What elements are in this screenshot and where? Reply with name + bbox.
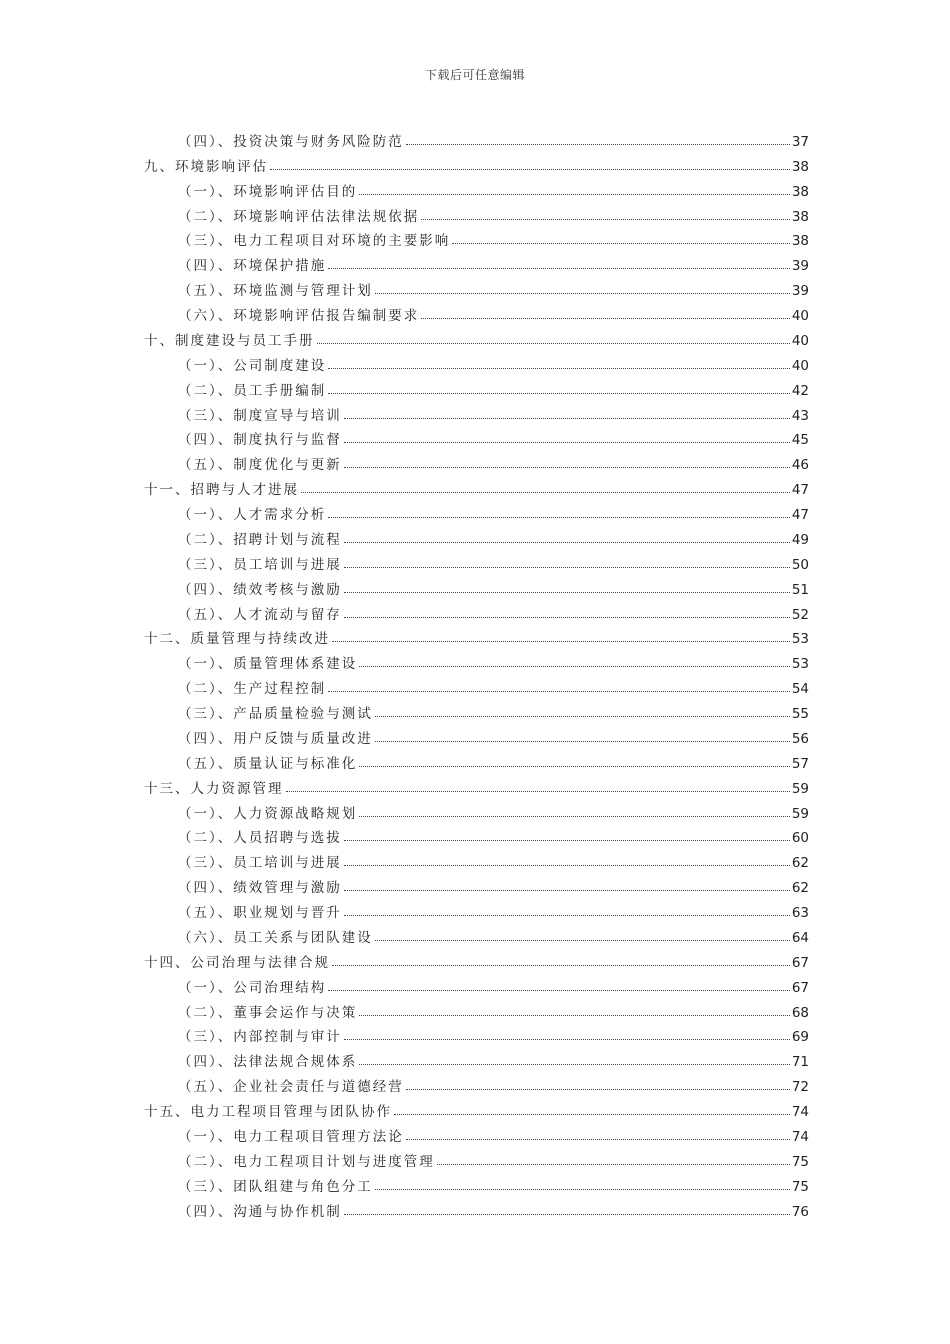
toc-entry-title: （三）、员工培训与进展 bbox=[178, 855, 342, 872]
toc-entry-page-number: 40 bbox=[791, 308, 809, 324]
toc-entry-page-number: 67 bbox=[791, 979, 809, 996]
toc-section-entry[interactable] bbox=[144, 1070, 809, 1095]
toc-section-entry[interactable] bbox=[144, 921, 809, 946]
toc-entry-title: 九、环境影响评估 bbox=[144, 158, 268, 175]
toc-section-entry[interactable] bbox=[144, 1170, 809, 1195]
dot-leader bbox=[344, 1213, 790, 1215]
toc-entry-page-number: 39 bbox=[791, 258, 809, 275]
toc-section-entry[interactable] bbox=[144, 996, 809, 1021]
toc-entry-page-number: 42 bbox=[791, 382, 809, 399]
toc-entry-page-number: 57 bbox=[791, 755, 809, 772]
toc-section-entry[interactable] bbox=[144, 1145, 809, 1170]
toc-entry-page-number: 55 bbox=[791, 706, 809, 722]
toc-section-entry[interactable] bbox=[144, 797, 809, 822]
toc-chapter-entry[interactable] bbox=[144, 473, 809, 498]
toc-section-entry[interactable] bbox=[144, 399, 809, 424]
toc-entry-title: （二）、董事会运作与决策 bbox=[178, 1004, 358, 1021]
dot-leader bbox=[421, 218, 790, 220]
toc-entry-title: 十四、公司治理与法律合规 bbox=[144, 954, 330, 971]
toc-entry-page-number: 50 bbox=[791, 556, 809, 573]
toc-entry-page-number: 45 bbox=[791, 432, 809, 449]
dot-leader bbox=[344, 541, 790, 543]
toc-section-entry[interactable] bbox=[144, 448, 809, 473]
dot-leader bbox=[344, 566, 790, 568]
toc-entry-page-number: 52 bbox=[791, 606, 809, 623]
toc-entry-page-number: 37 bbox=[791, 133, 809, 150]
dot-leader bbox=[344, 889, 790, 891]
toc-entry-title: 十二、质量管理与持续改进 bbox=[144, 631, 330, 648]
dot-leader bbox=[286, 790, 790, 792]
toc-entry-title: （四）、沟通与协作机制 bbox=[178, 1203, 342, 1220]
toc-section-entry[interactable] bbox=[144, 846, 809, 871]
toc-entry-page-number: 60 bbox=[791, 830, 809, 847]
toc-section-entry[interactable] bbox=[144, 971, 809, 996]
dot-leader bbox=[421, 317, 790, 319]
toc-section-entry[interactable] bbox=[144, 896, 809, 921]
toc-entry-title: （三）、团队组建与角色分工 bbox=[178, 1178, 373, 1195]
toc-entry-page-number: 74 bbox=[791, 1104, 809, 1120]
toc-entry-page-number: 71 bbox=[791, 1054, 809, 1071]
toc-entry-title: 十一、招聘与人才进展 bbox=[144, 482, 299, 499]
dot-leader bbox=[317, 342, 790, 344]
dot-leader bbox=[359, 665, 790, 667]
dot-leader bbox=[328, 989, 790, 991]
toc-entry-title: （三）、内部控制与审计 bbox=[178, 1029, 342, 1046]
toc-section-entry[interactable] bbox=[144, 1021, 809, 1046]
toc-entry-page-number: 67 bbox=[791, 954, 809, 971]
toc-entry-page-number: 49 bbox=[791, 531, 809, 548]
toc-entry-page-number: 75 bbox=[791, 1153, 809, 1170]
toc-entry-page-number: 62 bbox=[791, 855, 809, 872]
toc-entry-title: （二）、招聘计划与流程 bbox=[178, 531, 342, 548]
toc-entry-title: （二）、人员招聘与选拔 bbox=[178, 830, 342, 847]
toc-section-entry[interactable] bbox=[144, 747, 809, 772]
toc-entry-title: （二）、员工手册编制 bbox=[178, 382, 327, 399]
toc-entry-title: （三）、产品质量检验与测试 bbox=[178, 706, 373, 722]
toc-entry-title: 十五、电力工程项目管理与团队协作 bbox=[144, 1104, 392, 1120]
toc-chapter-entry[interactable] bbox=[144, 772, 809, 797]
toc-entry-title: （四）、绩效考核与激励 bbox=[178, 581, 342, 598]
dot-leader bbox=[359, 193, 790, 195]
toc-entry-page-number: 40 bbox=[791, 332, 809, 349]
dot-leader bbox=[359, 765, 790, 767]
toc-entry-page-number: 51 bbox=[791, 581, 809, 598]
toc-entry-page-number: 46 bbox=[791, 457, 809, 474]
dot-leader bbox=[375, 292, 790, 294]
toc-section-entry[interactable] bbox=[144, 697, 809, 722]
toc-entry-page-number: 68 bbox=[791, 1004, 809, 1021]
dot-leader bbox=[406, 1138, 790, 1140]
dot-leader bbox=[344, 839, 790, 841]
dot-leader bbox=[344, 591, 790, 593]
toc-section-entry[interactable] bbox=[144, 349, 809, 374]
dot-leader bbox=[375, 715, 790, 717]
dot-leader bbox=[452, 242, 790, 244]
toc-entry-title: （六）、员工关系与团队建设 bbox=[178, 929, 373, 946]
dot-leader bbox=[359, 1014, 790, 1016]
toc-section-entry[interactable] bbox=[144, 299, 809, 324]
dot-leader bbox=[394, 1113, 790, 1115]
toc-entry-page-number: 53 bbox=[791, 631, 809, 648]
toc-entry-page-number: 38 bbox=[791, 158, 809, 175]
toc-entry-page-number: 74 bbox=[791, 1128, 809, 1145]
dot-leader bbox=[328, 267, 790, 269]
toc-entry-title: （一）、公司制度建设 bbox=[178, 357, 327, 374]
dot-leader bbox=[344, 1038, 790, 1040]
dot-leader bbox=[332, 640, 790, 642]
dot-leader bbox=[328, 690, 790, 692]
toc-section-entry[interactable] bbox=[144, 598, 809, 623]
toc-entry-title: （四）、制度执行与监督 bbox=[178, 432, 342, 449]
toc-entry-title: （四）、用户反馈与质量改进 bbox=[178, 730, 373, 747]
toc-chapter-entry[interactable] bbox=[144, 1095, 809, 1120]
dot-leader bbox=[375, 939, 790, 941]
toc-entry-title: 十三、人力资源管理 bbox=[144, 780, 284, 797]
toc-entry-page-number: 47 bbox=[791, 482, 809, 499]
toc-entry-page-number: 53 bbox=[791, 656, 809, 673]
toc-section-entry[interactable] bbox=[144, 249, 809, 274]
dot-leader bbox=[375, 1188, 790, 1190]
toc-section-entry[interactable] bbox=[144, 374, 809, 399]
toc-entry-page-number: 62 bbox=[791, 880, 809, 897]
dot-leader bbox=[406, 1088, 790, 1090]
toc-entry-page-number: 38 bbox=[791, 233, 809, 250]
toc-entry-title: （一）、电力工程项目管理方法论 bbox=[178, 1128, 404, 1145]
toc-entry-page-number: 47 bbox=[791, 507, 809, 523]
toc-entry-page-number: 63 bbox=[791, 905, 809, 921]
dot-leader bbox=[344, 616, 790, 618]
toc-chapter-entry[interactable] bbox=[144, 324, 809, 349]
toc-section-entry[interactable] bbox=[144, 200, 809, 225]
toc-chapter-entry[interactable] bbox=[144, 150, 809, 175]
dot-leader bbox=[328, 516, 790, 518]
toc-entry-title: （三）、制度宣导与培训 bbox=[178, 407, 342, 424]
dot-leader bbox=[328, 367, 790, 369]
dot-leader bbox=[375, 740, 790, 742]
dot-leader bbox=[359, 815, 790, 817]
toc-entry-title: （二）、电力工程项目计划与进度管理 bbox=[178, 1153, 435, 1170]
toc-section-entry[interactable] bbox=[144, 498, 809, 523]
toc-entry-page-number: 64 bbox=[791, 929, 809, 946]
dot-leader bbox=[344, 466, 790, 468]
toc-entry-page-number: 59 bbox=[791, 780, 809, 797]
toc-entry-title: （一）、环境影响评估目的 bbox=[178, 183, 358, 200]
toc-entry-page-number: 39 bbox=[791, 283, 809, 300]
dot-leader bbox=[344, 417, 790, 419]
page-header: 下载后可任意编辑 bbox=[424, 68, 525, 82]
toc-section-entry[interactable] bbox=[144, 647, 809, 672]
toc-section-entry[interactable] bbox=[144, 822, 809, 847]
toc-section-entry[interactable] bbox=[144, 274, 809, 299]
toc-section-entry[interactable] bbox=[144, 175, 809, 200]
toc-section-entry[interactable] bbox=[144, 1195, 809, 1220]
toc-entry-title: （五）、制度优化与更新 bbox=[178, 457, 342, 474]
toc-entry-title: （五）、质量认证与标准化 bbox=[178, 755, 358, 772]
dot-leader bbox=[344, 914, 790, 916]
toc-entry-title: （六）、环境影响评估报告编制要求 bbox=[178, 308, 420, 324]
toc-entry-title: 十、制度建设与员工手册 bbox=[144, 332, 315, 349]
dot-leader bbox=[344, 441, 790, 443]
toc-entry-title: （五）、环境监测与管理计划 bbox=[178, 283, 373, 300]
toc-entry-page-number: 76 bbox=[791, 1203, 809, 1220]
table-of-contents bbox=[144, 125, 809, 1220]
toc-chapter-entry[interactable] bbox=[144, 623, 809, 648]
toc-entry-title: （一）、质量管理体系建设 bbox=[178, 656, 358, 673]
toc-section-entry[interactable] bbox=[144, 424, 809, 449]
toc-section-entry[interactable] bbox=[144, 125, 809, 150]
toc-entry-page-number: 54 bbox=[791, 681, 809, 698]
toc-entry-title: （四）、投资决策与财务风险防范 bbox=[178, 133, 404, 150]
toc-entry-title: （三）、员工培训与进展 bbox=[178, 556, 342, 573]
toc-section-entry[interactable] bbox=[144, 1045, 809, 1070]
toc-entry-page-number: 40 bbox=[791, 357, 809, 374]
dot-leader bbox=[437, 1163, 790, 1165]
dot-leader bbox=[359, 1063, 790, 1065]
dot-leader bbox=[332, 964, 790, 966]
toc-section-entry[interactable] bbox=[144, 1120, 809, 1145]
toc-entry-page-number: 43 bbox=[791, 407, 809, 424]
toc-entry-title: （一）、人才需求分析 bbox=[178, 507, 327, 523]
toc-entry-title: （二）、环境影响评估法律法规依据 bbox=[178, 208, 420, 225]
dot-leader bbox=[406, 143, 790, 145]
toc-section-entry[interactable] bbox=[144, 225, 809, 250]
toc-entry-title: （二）、生产过程控制 bbox=[178, 681, 327, 698]
toc-entry-title: （一）、公司治理结构 bbox=[178, 979, 327, 996]
toc-entry-title: （五）、职业规划与晋升 bbox=[178, 905, 342, 921]
toc-section-entry[interactable] bbox=[144, 548, 809, 573]
toc-entry-page-number: 56 bbox=[791, 730, 809, 747]
toc-entry-page-number: 72 bbox=[791, 1079, 809, 1096]
toc-section-entry[interactable] bbox=[144, 523, 809, 548]
toc-section-entry[interactable] bbox=[144, 573, 809, 598]
toc-entry-page-number: 59 bbox=[791, 805, 809, 822]
toc-entry-title: （四）、绩效管理与激励 bbox=[178, 880, 342, 897]
toc-entry-page-number: 69 bbox=[791, 1029, 809, 1046]
toc-entry-title: （五）、人才流动与留存 bbox=[178, 606, 342, 623]
dot-leader bbox=[301, 491, 790, 493]
toc-entry-title: （四）、环境保护措施 bbox=[178, 258, 327, 275]
toc-section-entry[interactable] bbox=[144, 672, 809, 697]
dot-leader bbox=[270, 168, 790, 170]
toc-section-entry[interactable] bbox=[144, 871, 809, 896]
toc-entry-title: （五）、企业社会责任与道德经营 bbox=[178, 1079, 404, 1096]
toc-entry-page-number: 38 bbox=[791, 208, 809, 225]
toc-section-entry[interactable] bbox=[144, 722, 809, 747]
toc-entry-title: （一）、人力资源战略规划 bbox=[178, 805, 358, 822]
toc-entry-title: （四）、法律法规合规体系 bbox=[178, 1054, 358, 1071]
toc-entry-page-number: 38 bbox=[791, 183, 809, 200]
toc-entry-page-number: 75 bbox=[791, 1178, 809, 1195]
toc-entry-title: （三）、电力工程项目对环境的主要影响 bbox=[178, 233, 451, 250]
dot-leader bbox=[344, 864, 790, 866]
dot-leader bbox=[328, 392, 790, 394]
toc-chapter-entry[interactable] bbox=[144, 946, 809, 971]
